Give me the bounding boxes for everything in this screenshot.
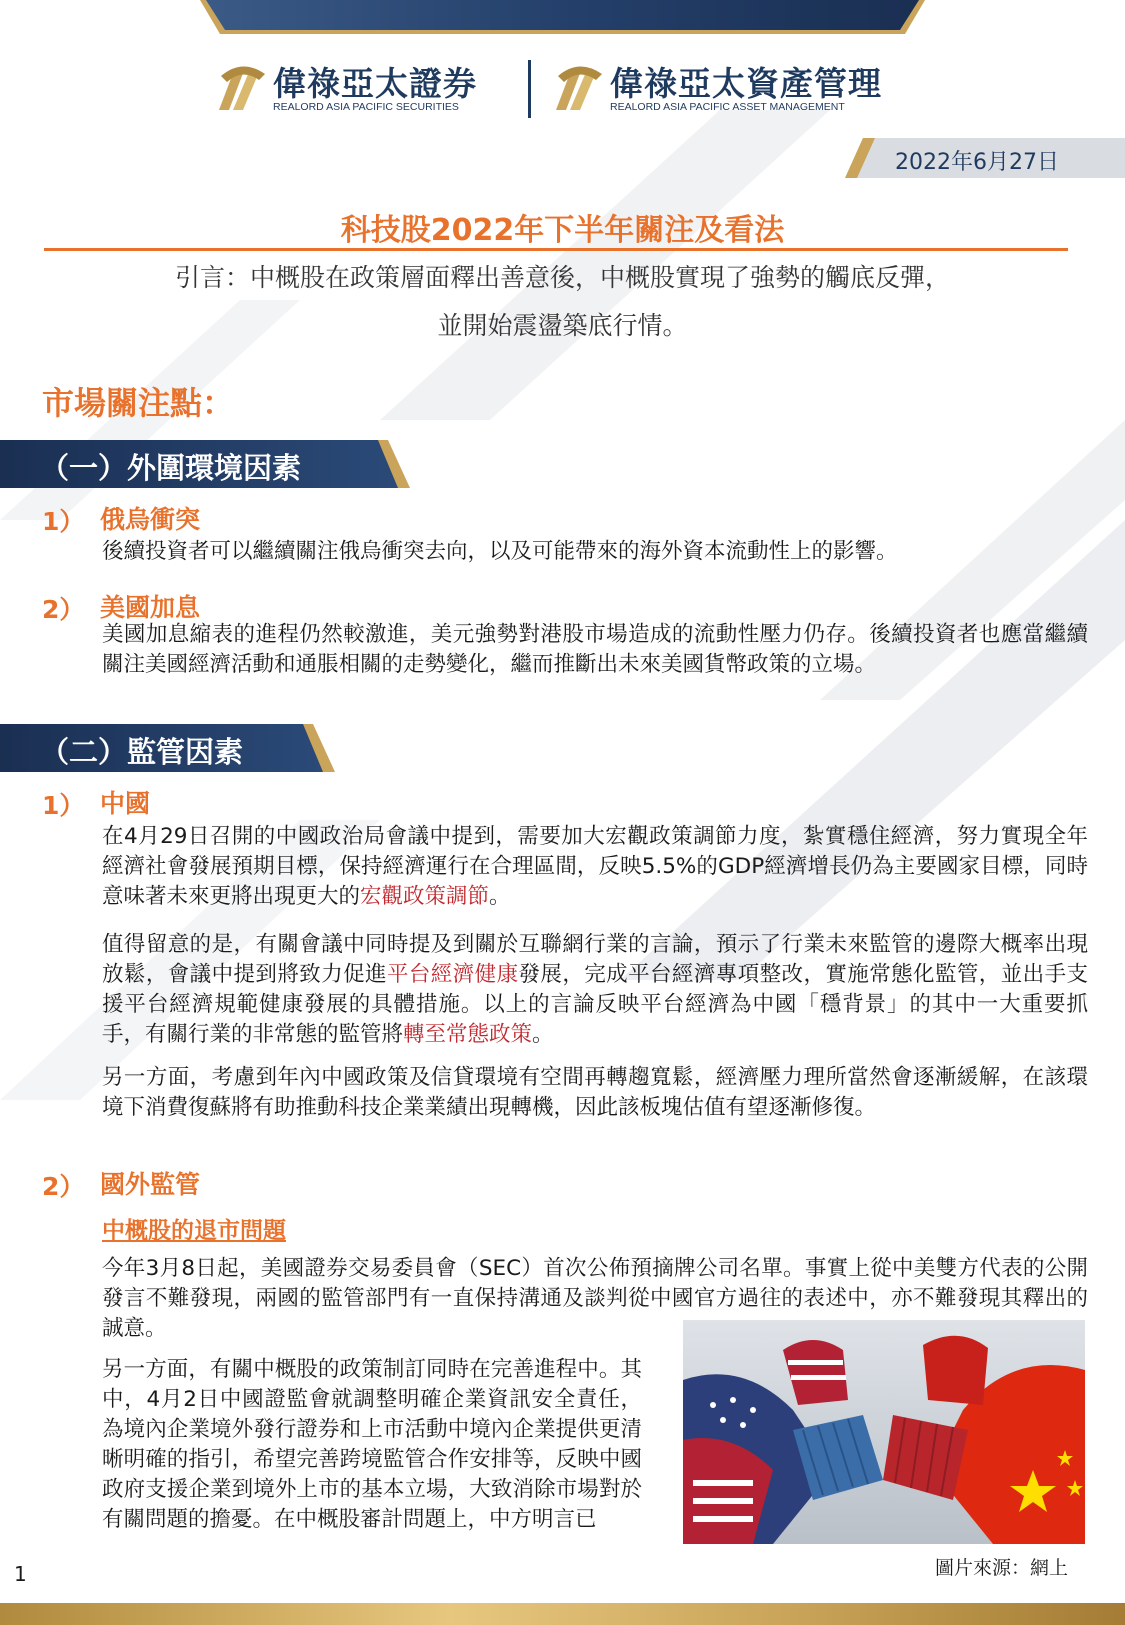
document-title: 科技股2022年下半年關注及看法 <box>340 213 785 248</box>
logo-securities-cn: 偉祿亞太證券 <box>273 64 477 103</box>
item-number: 1） <box>42 791 85 820</box>
text-run: 。 <box>532 1022 554 1047</box>
paragraph-sec-list: 今年3月8日起，美國證券交易委員會（SEC）首次公佈預摘牌公司名單。事實上從中美雙方代表的公開發言不難發現，兩國的監管部門有一直保持溝通及談判從中國官方過往的表述中，亦不難發現其釋出的誠意。 <box>102 1256 1088 1341</box>
market-focus-heading: 市場關注點： <box>42 384 235 422</box>
image-source-caption: 圖片來源：網上 <box>935 1557 1069 1579</box>
realord-logo-icon <box>552 58 606 116</box>
us-china-fists-illustration <box>683 1320 1085 1544</box>
paragraph-credit-environment: 另一方面，考慮到年內中國政策及信貸環境有空間再轉趨寬鬆，經濟壓力理所當然會逐漸緩解，在該環境下消費復蘇將有助推動科技企業業績出現轉機，因此該板塊估值有望逐漸修復。 <box>102 1065 1088 1120</box>
text-run: 發展，完成平台經濟專項整改，實施常態化監管，並出手支援平台經濟規範健康發展的具體措施。以上的言論反映平台經濟為中國「穩背景」的其中一大重要抓手，有關行業的非常態的監管將 <box>102 962 1088 1047</box>
item-number: 2） <box>42 595 85 624</box>
item-label-russia-ukraine: 俄烏衝突 <box>100 505 201 534</box>
paragraph-us-rate-hike: 美國加息縮表的進程仍然較激進，美元強勢對港股市場造成的流動性壓力仍存。後續投資者也應當繼續關注美國經濟活動和通脹相關的走勢變化，繼而推斷出未來美國貨幣政策的立場。 <box>102 622 1088 677</box>
report-date: 2022年6月27日 <box>895 150 1059 175</box>
realord-logo-icon <box>215 58 269 116</box>
paragraph-china-politburo <box>102 822 1088 912</box>
paragraph-csrc-policy: 另一方面，有關中概股的政策制訂同時在完善進程中。其中，4月2日中國證監會就調整明確企業資訊安全責任，為境內企業境外發行證券和上市活動中境內企業提供更清晰明確的指引，希望完善跨境監管合作安排等，反映中國政府支援企業到境外上市的基本立場，大致消除市場對於有關問題的擔憂。在中概股審計問題上，中方明言已 <box>102 1357 642 1532</box>
page-number: 1 <box>14 1562 27 1586</box>
text-run: 。 <box>489 884 511 909</box>
intro-line-1: 引言：中概股在政策層面釋出善意後，中概股實現了強勢的觸底反彈， <box>174 263 950 292</box>
highlight-macro-policy: 宏觀政策調節 <box>360 884 490 909</box>
subheading-delisting: 中概股的退市問題 <box>102 1218 286 1244</box>
highlight-platform-economy: 平台經濟健康 <box>386 962 519 987</box>
logo-securities-en: REALORD ASIA PACIFIC SECURITIES <box>273 101 459 113</box>
top-banner-bar <box>200 0 925 38</box>
logo-asset-management <box>552 58 912 120</box>
highlight-normalized-policy: 轉至常態政策 <box>403 1022 533 1047</box>
item-number: 2） <box>42 1172 85 1201</box>
item-label-us-rate-hike: 美國加息 <box>100 593 201 622</box>
logo-securities <box>215 58 515 120</box>
title-underline <box>44 248 1068 251</box>
logo-asset-cn: 偉祿亞太資產管理 <box>610 64 882 103</box>
item-label-overseas-regulation: 國外監管 <box>100 1170 201 1199</box>
item-label-china: 中國 <box>100 789 151 818</box>
intro-line-2: 並開始震盪築底行情。 <box>437 311 688 340</box>
section-1-banner <box>0 440 410 488</box>
logo-separator <box>528 60 531 118</box>
paragraph-russia-ukraine: 後續投資者可以繼續關注俄烏衝突去向，以及可能帶來的海外資本流動性上的影響。 <box>102 539 898 564</box>
logo-asset-en: REALORD ASIA PACIFIC ASSET MANAGEMENT <box>610 101 845 113</box>
trade-war-image <box>683 1320 1085 1544</box>
paragraph-platform-economy <box>102 930 1088 1050</box>
bottom-gold-bar <box>0 1603 1125 1625</box>
text-run: 值得留意的是，有關會議中同時提及到關於互聯網行業的言論，預示了行業未來監管的邊際大概率出現放鬆，會議中提到將致力促進 <box>102 932 1088 987</box>
section-1-title: （一）外圍環境因素 <box>40 451 302 485</box>
text-run: 在4月29日召開的中國政治局會議中提到，需要加大宏觀政策調節力度，紮實穩住經濟，努力實現全年經濟社會發展預期目標，保持經濟運行在合理區間，反映5.5%的GDP經濟增長仍為主要國家目標，同時意味著未來更將出現更大的 <box>102 824 1088 909</box>
section-2-title: （二）監管因素 <box>40 735 244 769</box>
item-number: 1） <box>42 507 85 536</box>
section-2-banner <box>0 724 335 772</box>
